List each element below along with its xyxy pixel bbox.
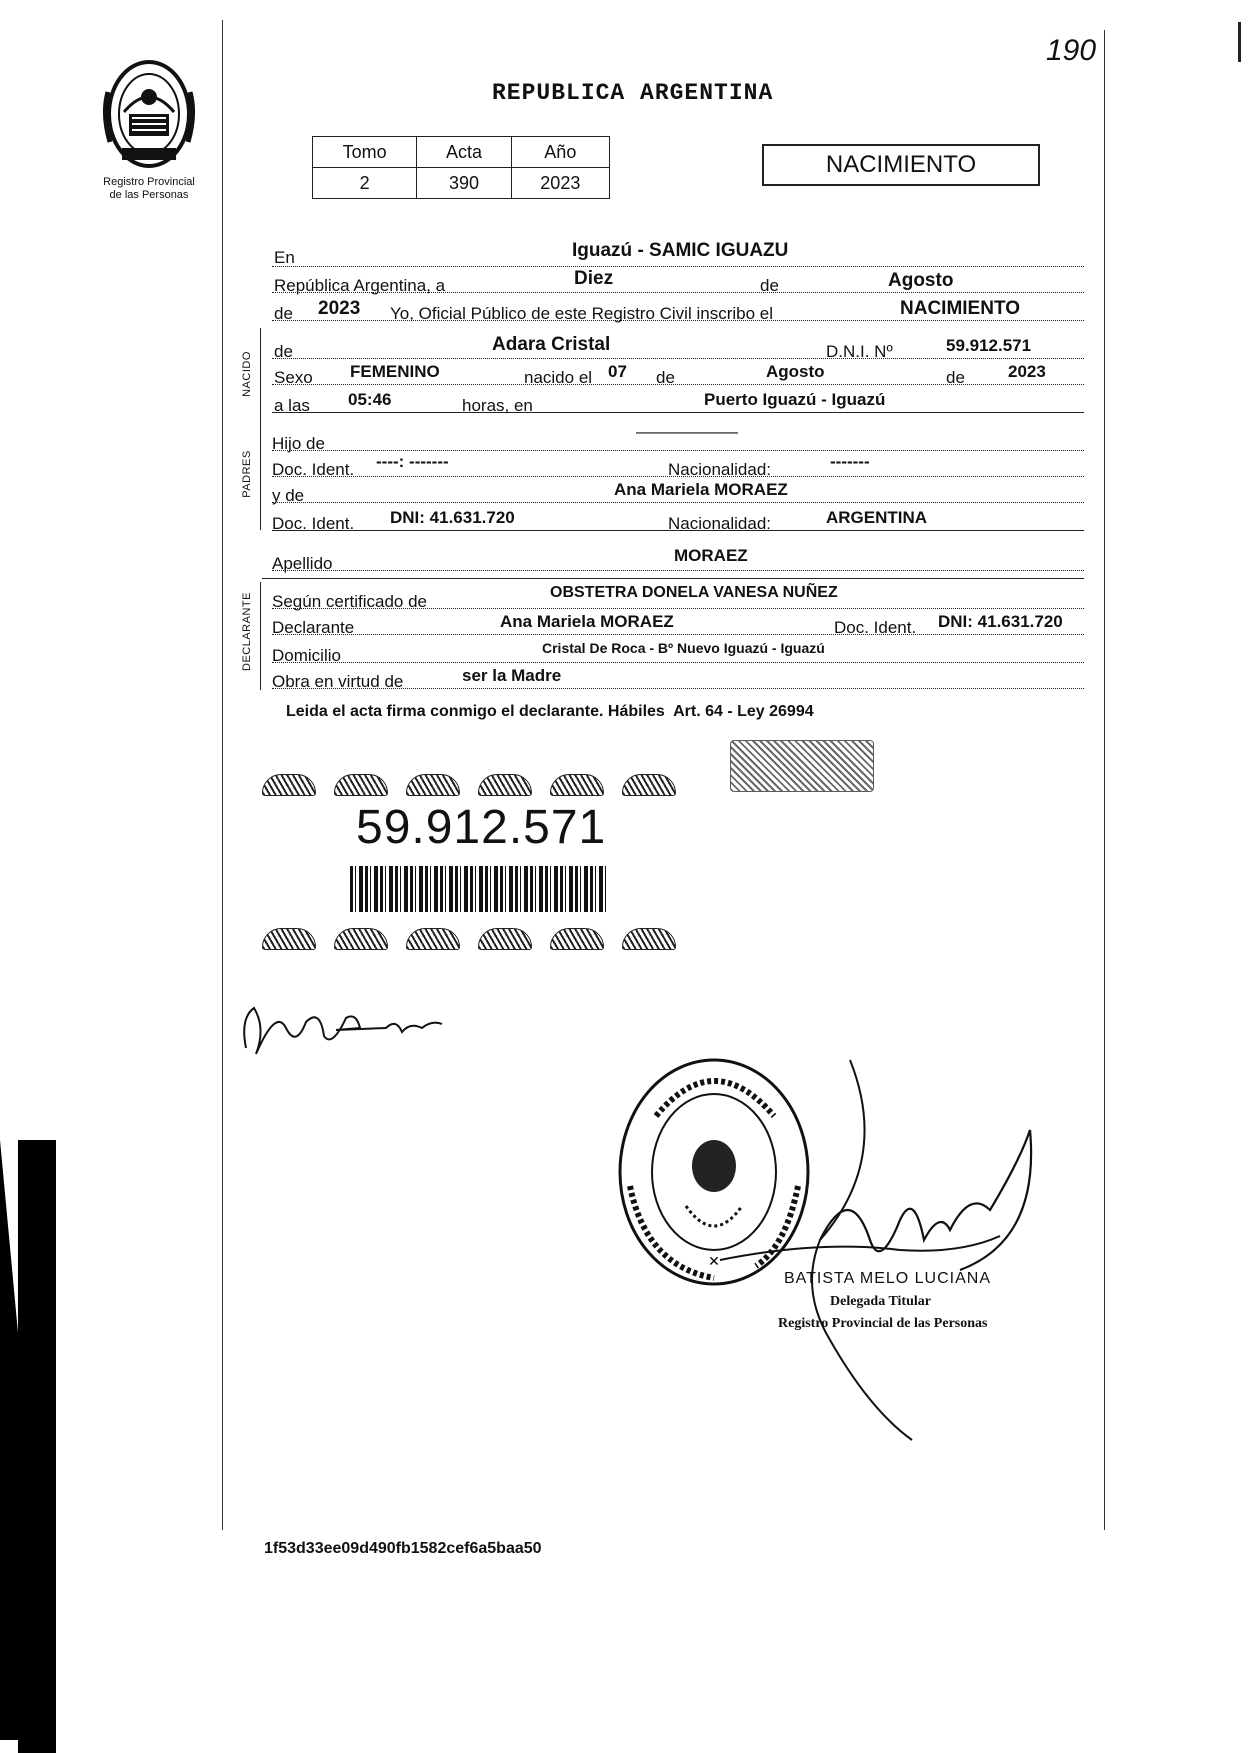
registry-table	[312, 136, 610, 199]
declarante-tab-label: DECLARANTE	[241, 592, 253, 671]
obra-label: Obra en virtud de	[272, 672, 404, 691]
padres-line-1	[272, 422, 1084, 453]
security-pattern-bottom	[262, 928, 676, 950]
act-type-box: NACIMIENTO	[762, 144, 1040, 186]
declarante-doc-value: DNI: 41.631.720	[938, 612, 1063, 631]
declarante-line-2	[272, 614, 1084, 635]
nacido-line-2	[272, 364, 1084, 385]
nacido-tab-label: NACIDO	[241, 351, 253, 397]
doc2-value: DNI: 41.631.720	[390, 508, 515, 527]
doc2-label: Doc. Ident.	[272, 514, 355, 533]
dni-big-number: 59.912.571	[356, 801, 607, 854]
nacido-el-label: nacido el	[524, 368, 593, 387]
closing-statement: Leida el acta firma conmigo el declarante. Hábiles Art. 64 - Ley 26994	[286, 703, 814, 720]
pattern-shape	[550, 774, 604, 796]
sexo-label: Sexo	[274, 368, 313, 387]
doc1-label: Doc. Ident.	[272, 460, 355, 479]
province-logo	[94, 52, 204, 172]
registry-value-acta: 390	[417, 168, 511, 199]
birth-de-label-2: de	[946, 368, 965, 387]
day-value: Diez	[574, 268, 614, 289]
oficial-text: Yo, Oficial Público de este Registro Civil inscribo el	[390, 304, 773, 323]
en-label: En	[274, 248, 295, 267]
left-border-line	[222, 20, 223, 1530]
registry-header-acta: Acta	[417, 137, 511, 168]
dni-band-bottom	[262, 928, 676, 950]
pattern-shape	[478, 928, 532, 950]
year-de-label: de	[274, 304, 293, 323]
registry-value-anio: 2023	[511, 168, 609, 199]
signatory-org: Registro Provincial de las Personas	[778, 1316, 988, 1331]
month-value: Agosto	[888, 270, 954, 291]
security-pattern-top	[262, 774, 676, 796]
birth-day: 07	[608, 362, 627, 381]
doc1-value: ----: -------	[376, 452, 449, 471]
scan-edge-shadow-fill	[18, 1140, 56, 1753]
pattern-shape	[262, 928, 316, 950]
pattern-shape	[406, 928, 460, 950]
birth-year: 2023	[1008, 362, 1046, 381]
nacido-de-label: de	[274, 342, 293, 361]
pattern-shape	[622, 774, 676, 796]
cert-value: OBSTETRA DONELA VANESA NUÑEZ	[550, 584, 838, 601]
apellido-rule	[262, 578, 1084, 579]
nacido-name: Adara Cristal	[492, 334, 611, 355]
svg-text:✕: ✕	[708, 1253, 720, 1269]
logo-caption	[70, 176, 228, 202]
padres-tab-line	[260, 424, 261, 530]
declarant-signature	[236, 988, 456, 1068]
nac1-value: -------	[830, 452, 870, 471]
declarante-line-4	[272, 668, 1084, 689]
horas-label: horas, en	[462, 396, 533, 415]
registry-header-row	[313, 137, 610, 168]
declarante-doc-label: Doc. Ident.	[834, 618, 917, 637]
pattern-shape	[406, 774, 460, 796]
registry-value-tomo: 2	[313, 168, 417, 199]
birth-de-label: de	[656, 368, 675, 387]
republica-label: República Argentina, a	[274, 276, 446, 295]
a-las-label: a las	[274, 396, 310, 415]
intro-line-1	[272, 240, 1084, 267]
pattern-shape	[334, 928, 388, 950]
nac2-label: Nacionalidad:	[668, 514, 772, 533]
domicilio-label: Domicilio	[272, 646, 341, 665]
year-value: 2023	[318, 298, 361, 319]
nac1-label: Nacionalidad:	[668, 460, 772, 479]
mother-name: Ana Mariela MORAEZ	[614, 480, 788, 499]
security-hologram	[730, 740, 874, 792]
birth-month: Agosto	[766, 362, 825, 381]
registry-header-tomo: Tomo	[313, 137, 417, 168]
nacido-line-1	[272, 334, 1084, 361]
birth-place: Puerto Iguazú - Iguazú	[704, 390, 886, 409]
registry-header-anio: Año	[511, 137, 609, 168]
scan-edge-mark	[1238, 22, 1241, 62]
domicilio-value: Cristal De Roca - Bº Nuevo Iguazú - Iguazú	[542, 640, 825, 656]
nac2-value: ARGENTINA	[826, 508, 928, 527]
intro-line-2	[272, 268, 1084, 295]
padres-tab-label: PADRES	[241, 450, 253, 498]
logo-caption-line1: Registro Provincial	[103, 176, 195, 188]
dni-value: 59.912.571	[946, 336, 1032, 355]
inscribe-value: NACIMIENTO	[900, 298, 1020, 319]
intro-line-3	[272, 300, 1084, 321]
apellido-value: MORAEZ	[674, 546, 748, 565]
logo-caption-line2: de las Personas	[109, 189, 189, 201]
document-hash: 1f53d33ee09d490fb1582cef6a5baa50	[264, 1540, 542, 1557]
dni-label: D.N.I. Nº	[826, 342, 893, 361]
declarante-label: Declarante	[272, 618, 355, 637]
padres-line-2	[272, 452, 1084, 479]
pattern-shape	[550, 928, 604, 950]
right-border-line	[1104, 30, 1105, 1530]
signatory-title: Delegada Titular	[830, 1294, 931, 1309]
hijo-value: ——————	[636, 422, 738, 441]
declarante-value: Ana Mariela MORAEZ	[500, 612, 674, 631]
padres-line-3	[272, 482, 1084, 503]
signatory-name: BATISTA MELO LUCIANA	[784, 1270, 992, 1287]
pattern-shape	[262, 774, 316, 796]
hijo-label: Hijo de	[272, 434, 325, 453]
y-de-label: y de	[272, 486, 305, 505]
day-de-label: de	[760, 276, 779, 295]
registry-value-row	[313, 168, 610, 199]
dni-band-top	[262, 774, 676, 796]
declarante-line-1	[272, 584, 1084, 611]
sexo-value: FEMENINO	[350, 362, 440, 381]
declarante-line-3	[272, 642, 1084, 663]
declarante-tab-line	[260, 582, 261, 690]
padres-line-4	[272, 510, 1084, 531]
nacido-line-3	[272, 392, 1084, 413]
nacido-tab-line	[260, 328, 261, 426]
official-signature	[700, 1040, 1080, 1450]
pattern-shape	[622, 928, 676, 950]
coat-of-arms-icon	[94, 52, 204, 172]
pattern-shape	[334, 774, 388, 796]
dni-barcode	[350, 866, 606, 912]
apellido-line	[272, 546, 1084, 573]
pattern-shape	[478, 774, 532, 796]
en-value: Iguazú - SAMIC IGUAZU	[572, 240, 789, 261]
country-title: REPUBLICA ARGENTINA	[492, 80, 774, 106]
page-number: 190	[1046, 34, 1097, 67]
apellido-label: Apellido	[272, 554, 333, 573]
cert-label: Según certificado de	[272, 592, 427, 611]
obra-value: ser la Madre	[462, 666, 562, 685]
birth-time: 05:46	[348, 390, 392, 409]
